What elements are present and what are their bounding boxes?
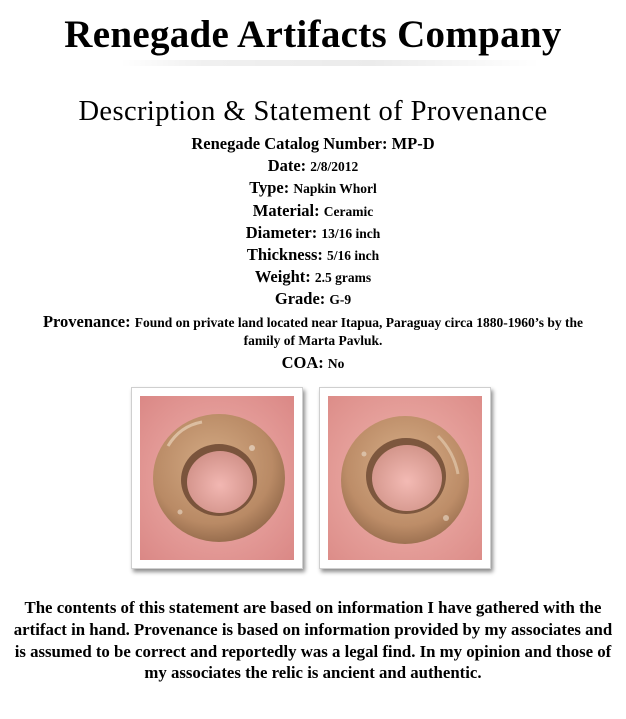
field-value: 13/16 inch xyxy=(321,225,381,241)
field-value: G-9 xyxy=(329,292,352,308)
field-provenance xyxy=(30,313,596,350)
company-title: Renegade Artifacts Company xyxy=(64,13,562,56)
field-coa xyxy=(30,352,596,374)
artifact-photo-front xyxy=(131,387,303,569)
provenance-disclaimer: The contents of this statement are based on information I have gathered with the artifact in hand. Provenance is based on information provided by my associates and is assumed to be correct and reportedly was a legal find. In my opinion and those of my associates the relic is ancient and authentic. xyxy=(13,598,613,683)
field-label: Type: xyxy=(249,178,294,198)
field-label: Provenance: xyxy=(42,311,135,331)
field-label: Weight: xyxy=(254,267,315,287)
field-label: Diameter: xyxy=(245,222,322,242)
field-value: Found on private land located near Itapua, Paraguay circa 1880-1960’s by the family of Marta Pavluk. xyxy=(134,314,584,348)
napkin-whorl-image-back xyxy=(328,396,482,560)
field-value: Ceramic xyxy=(323,203,374,219)
statement-heading: Description & Statement of Provenance xyxy=(78,96,548,127)
field-weight xyxy=(30,266,596,288)
field-value: MP-D xyxy=(391,134,435,153)
field-catalog-number xyxy=(30,133,596,155)
field-value: Napkin Whorl xyxy=(293,181,377,197)
field-thickness xyxy=(30,244,596,266)
artifact-details xyxy=(30,133,596,374)
field-diameter xyxy=(30,222,596,244)
field-label: Material: xyxy=(252,200,324,220)
field-type xyxy=(30,177,596,199)
field-label: Renegade Catalog Number: xyxy=(191,134,392,153)
napkin-whorl-image-front xyxy=(140,396,294,560)
field-date xyxy=(30,155,596,177)
field-value: 2/8/2012 xyxy=(310,159,359,175)
field-label: Thickness: xyxy=(246,245,328,265)
field-label: Grade: xyxy=(274,289,330,309)
field-value: No xyxy=(327,355,345,371)
field-label: Date: xyxy=(267,156,311,176)
field-label: COA: xyxy=(281,352,328,372)
faint-watermark-line xyxy=(120,60,540,66)
field-grade xyxy=(30,288,596,310)
field-value: 5/16 inch xyxy=(327,248,380,264)
field-material xyxy=(30,200,596,222)
artifact-photo-back xyxy=(319,387,491,569)
field-value: 2.5 grams xyxy=(314,270,372,286)
